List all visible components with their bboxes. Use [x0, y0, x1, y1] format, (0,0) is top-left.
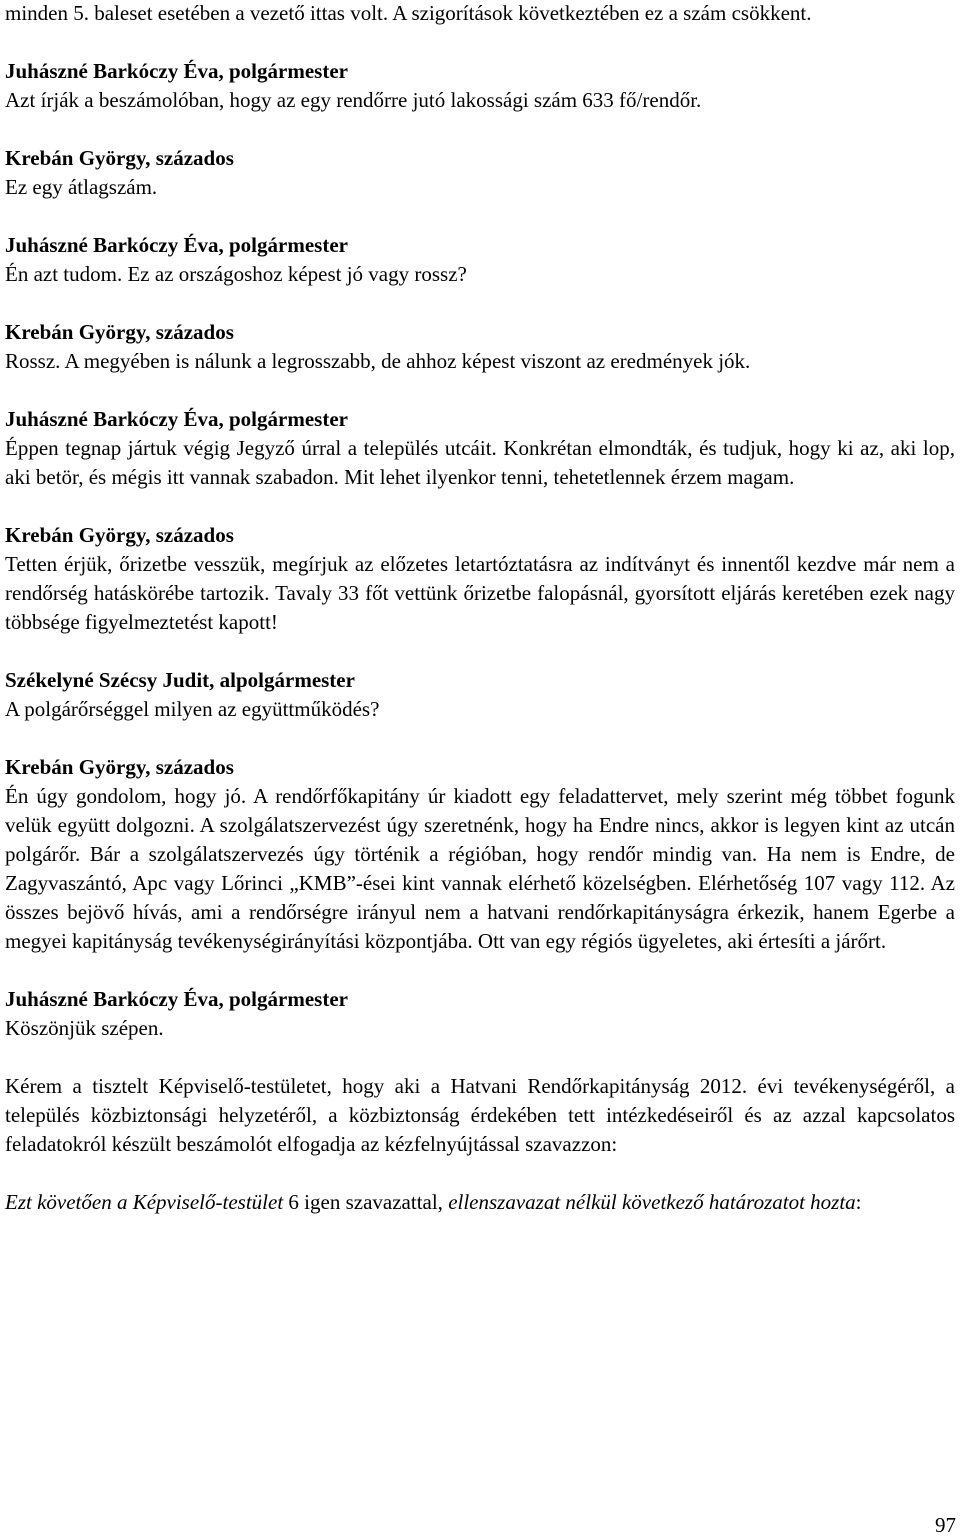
speech-block: [5, 231, 955, 289]
speaker-name: Juhászné Barkóczy Éva, polgármester: [5, 987, 348, 1011]
speech-text: Ez egy átlagszám.: [5, 175, 158, 199]
speech-block: [5, 318, 955, 376]
motion-text: Kérem a tisztelt Képviselő-testületet, hogy aki a Hatvani Rendőrkapitányság 2012. évi tevékenységéről, a település közbiztonsági helyzetéről, a közbiztonság érdekében tett intézkedéseiről és az azzal kapcsolatos feladatokról készült beszámolót elfogadja az kézfelnyújtással szavazzon:: [5, 1074, 955, 1156]
resolution-part-italic: ellenszavazat nélkül következő határozatot hozta: [448, 1190, 856, 1214]
speaker-name: Juhászné Barkóczy Éva, polgármester: [5, 59, 348, 83]
speaker-name: Székelyné Szécsy Judit, alpolgármester: [5, 668, 355, 692]
speech-text: Köszönjük szépen.: [5, 1016, 164, 1040]
speaker-name: Juhászné Barkóczy Éva, polgármester: [5, 233, 348, 257]
resolution-part-colon: :: [855, 1190, 862, 1214]
paragraph-block: [5, 0, 955, 28]
resolution-sentence: [5, 1188, 955, 1217]
speech-text: Azt írják a beszámolóban, hogy az egy rendőrre jutó lakossági szám 633 fő/rendőr.: [5, 88, 702, 112]
speech-text: Tetten érjük, őrizetbe vesszük, megírjuk az előzetes letartóztatásra az indítványt és innentől kezdve már nem a rendőrség hatáskörébe tartozik. Tavaly 33 főt vettünk őrizetbe falopásnál, gyorsított eljárás keretében ezek nagy többsége figyelmeztetést kapott!: [5, 552, 955, 634]
speaker-name: Juhászné Barkóczy Éva, polgármester: [5, 407, 348, 431]
speech-block: [5, 521, 955, 637]
speaker-name: Krebán György, százados: [5, 146, 234, 170]
speech-text: Rossz. A megyében is nálunk a legrosszabb, de ahhoz képest viszont az eredmények jók.: [5, 349, 751, 373]
speaker-name: Krebán György, százados: [5, 320, 234, 344]
speech-text: A polgárőrséggel milyen az együttműködés?: [5, 697, 380, 721]
resolution-part-italic: Ezt követően a Képviselő-testület: [5, 1190, 284, 1214]
speech-text: Én azt tudom. Ez az országoshoz képest jó vagy rossz?: [5, 262, 467, 286]
resolution-part-votes: 6 igen szavazattal,: [283, 1190, 449, 1214]
speech-block: [5, 144, 955, 202]
speech-block: [5, 666, 955, 724]
speech-block: [5, 405, 955, 492]
speech-block: [5, 753, 955, 956]
paragraph-text: minden 5. baleset esetében a vezető ittas volt. A szigorítások következtében ez a szám csökkent.: [5, 1, 812, 25]
speech-block: [5, 57, 955, 115]
document-page: [5, 0, 955, 1217]
speech-text: Én úgy gondolom, hogy jó. A rendőrfőkapitány úr kiadott egy feladattervet, mely szerint még többet fogunk velük együtt dolgozni. A szolgálatszervezést úgy szeretnénk, hogy ha Endre nincs, akkor is legyen kint az utcán polgárőr. Bár a szolgálatszervezés úgy történik a régióban, hogy rendőr mindig van. Ha nem is Endre, de Zagyvaszántó, Apc vagy Lőrinci „KMB”-ései kint vannak elérhető közelségben. Elérhetőség 107 vagy 112. Az összes bejövő hívás, ami a rendőrségre irányul nem a hatvani rendőrkapitányságra érkezik, hanem Egerbe a megyei kapitányság tevékenységirányítási központjába. Ott van egy régiós ügyeletes, aki értesíti a járőrt.: [5, 784, 955, 953]
speaker-name: Krebán György, százados: [5, 523, 234, 547]
speech-block: [5, 985, 955, 1043]
paragraph-block: [5, 1072, 955, 1159]
page-number: 97: [935, 1513, 956, 1537]
speech-text: Éppen tegnap jártuk végig Jegyző úrral a település utcáit. Konkrétan elmondták, és tudjuk, hogy ki az, aki lop, aki betör, és mégis itt vannak szabadon. Mit lehet ilyenkor tenni, tehetetlennek érzem magam.: [5, 436, 955, 489]
speaker-name: Krebán György, százados: [5, 755, 234, 779]
